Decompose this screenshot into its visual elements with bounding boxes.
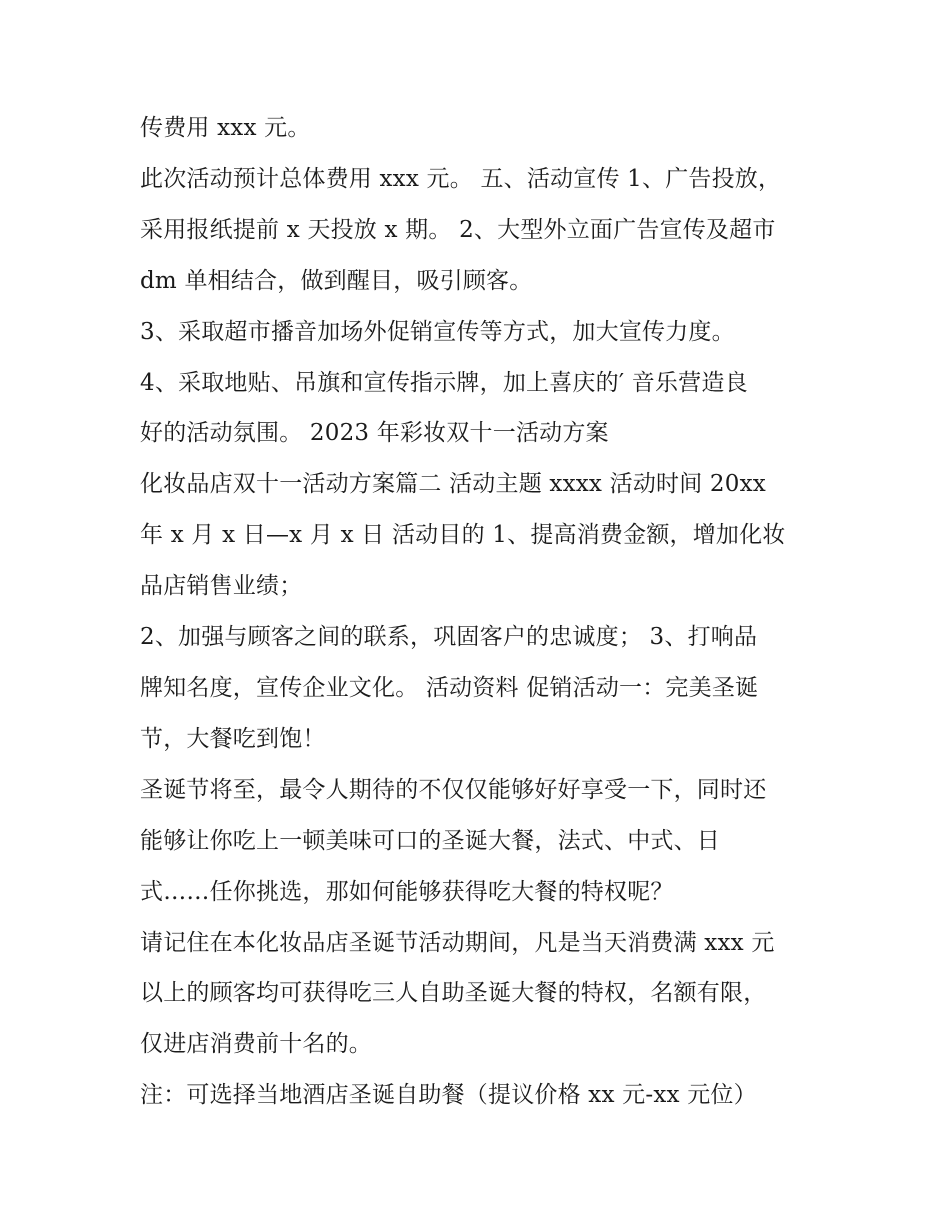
text-line: 化妆品店双十一活动方案篇二 活动主题 xxxx 活动时间 20xx: [140, 471, 766, 498]
document-body: [140, 103, 820, 1121]
text-line: 好的活动氛围。 2023 年彩妆双十一活动方案: [140, 420, 609, 447]
text-line: 能够让你吃上一顿美味可口的圣诞大餐，法式、中式、日: [140, 827, 720, 854]
text-line: dm 单相结合，做到醒目，吸引顾客。: [140, 267, 533, 294]
text-line: 以上的顾客均可获得吃三人自助圣诞大餐的特权，名额有限，: [140, 980, 767, 1007]
text-line: 4、采取地贴、吊旗和宣传指示牌，加上喜庆的′ 音乐营造良: [140, 369, 748, 396]
text-line: 此次活动预计总体费用 xxx 元。 五、活动宣传 1、广告投放，: [140, 165, 782, 192]
text-line: 年 x 月 x 日—x 月 x 日 活动目的 1、提高消费金额，增加化妆: [140, 522, 786, 549]
text-line: 3、采取超市播音加场外促销宣传等方式，加大宣传力度。: [140, 318, 735, 345]
text-line: 2、加强与顾客之间的联系，巩固客户的忠诚度； 3、打响品: [140, 624, 758, 651]
text-line: 请记住在本化妆品店圣诞节活动期间，凡是当天消费满 xxx 元: [140, 929, 775, 956]
text-line: 采用报纸提前 x 天投放 x 期。 2、大型外立面广告宣传及超市: [140, 216, 776, 243]
text-line: 式……任你挑选，那如何能够获得吃大餐的特权呢？: [140, 878, 674, 905]
text-line: 注：可选择当地酒店圣诞自助餐（提议价格 xx 元-xx 元位）: [140, 1082, 757, 1109]
text-line: 品店销售业绩；: [140, 573, 303, 600]
text-line: 节，大餐吃到饱！: [140, 725, 326, 752]
text-line: 传费用 xxx 元。: [140, 115, 311, 141]
text-line: 仅进店消费前十名的。: [140, 1031, 372, 1058]
text-line: 圣诞节将至，最令人期待的不仅仅能够好好享受一下，同时还: [140, 776, 767, 803]
text-line: 牌知名度，宣传企业文化。 活动资料 促销活动一：完美圣诞: [140, 674, 759, 701]
